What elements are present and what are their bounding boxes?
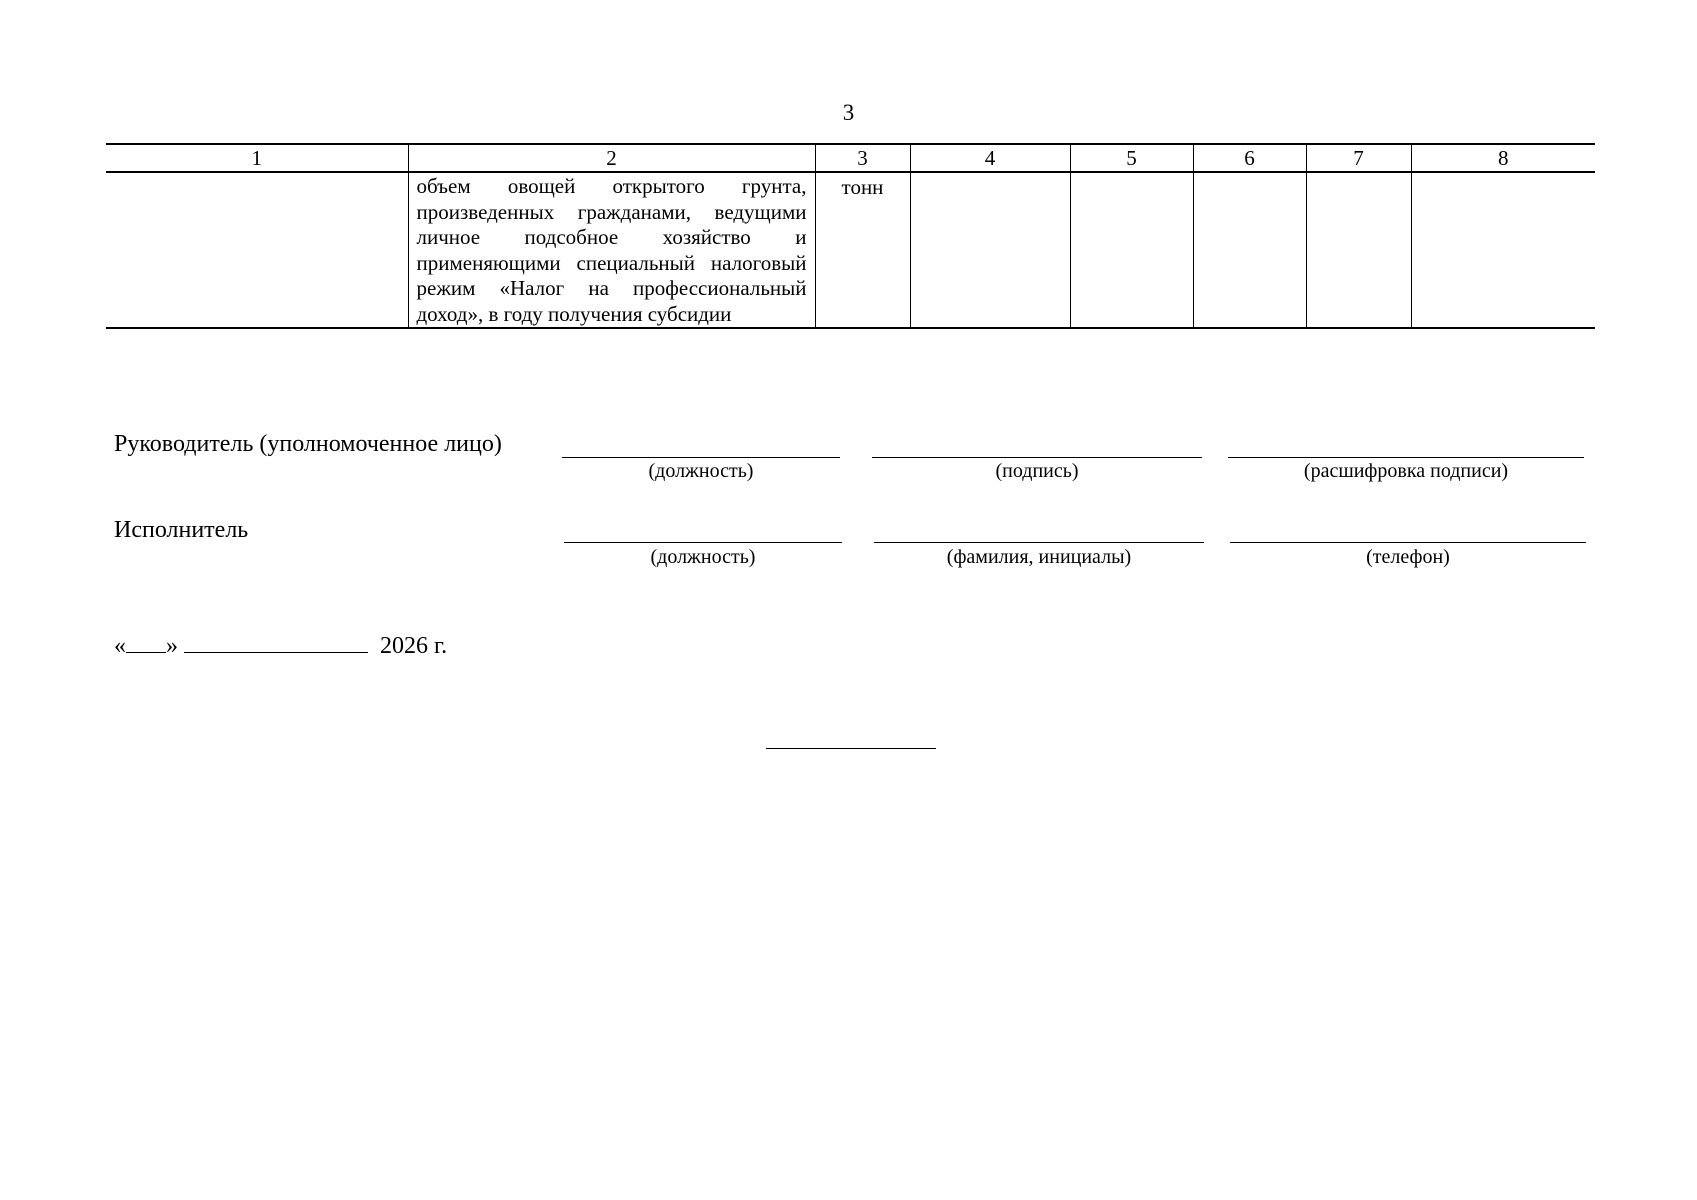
column-header-8: 8 <box>1411 144 1595 172</box>
head-signature-caption: (подпись) <box>995 460 1079 482</box>
column-header-5: 5 <box>1070 144 1193 172</box>
date-line <box>114 630 447 660</box>
cell-col7 <box>1306 172 1411 328</box>
executor-label: Исполнитель <box>114 517 249 543</box>
day-blank[interactable] <box>126 630 166 653</box>
month-blank[interactable] <box>184 630 368 653</box>
page-number: 3 <box>842 100 855 125</box>
table-row <box>106 172 1595 328</box>
head-signatory-label: Руководитель (уполномоченное лицо) <box>114 431 502 457</box>
cell-col1 <box>106 172 408 328</box>
cell-unit <box>815 172 910 328</box>
column-header-1: 1 <box>106 144 408 172</box>
cell-col4 <box>910 172 1070 328</box>
executor-name-line[interactable] <box>874 542 1204 543</box>
head-position-line[interactable] <box>562 457 840 458</box>
executor-position-caption: (должность) <box>650 546 756 568</box>
head-position-caption: (должность) <box>648 460 754 482</box>
column-header-2: 2 <box>408 144 815 172</box>
date-close-quote: » <box>166 633 178 659</box>
executor-phone-caption: (телефон) <box>1366 546 1450 568</box>
head-signature-decoding-caption: (расшифровка подписи) <box>1303 460 1509 482</box>
table-header-row <box>106 144 1595 172</box>
column-header-7: 7 <box>1306 144 1411 172</box>
date-open-quote: « <box>114 633 126 659</box>
executor-name-caption: (фамилия, инициалы) <box>946 546 1132 568</box>
cell-col5 <box>1070 172 1193 328</box>
unit-of-measure: тонн <box>841 175 884 199</box>
head-signature-decoding-line[interactable] <box>1228 457 1584 458</box>
executor-position-line[interactable] <box>564 542 842 543</box>
column-header-4: 4 <box>910 144 1070 172</box>
head-signature-line[interactable] <box>872 457 1202 458</box>
indicator-description: объем овощей открытого грунта, произведенных гражданами, ведущими личное подсобное хозяйство и применяющими специальный налоговый режим «Налог на профессиональный доход», в году получения субсидии <box>416 174 807 326</box>
date-year: 2026 г. <box>380 633 448 659</box>
end-of-document-rule <box>766 748 936 749</box>
cell-col8 <box>1411 172 1595 328</box>
cell-col6 <box>1193 172 1306 328</box>
report-table <box>106 143 1595 329</box>
executor-phone-line[interactable] <box>1230 542 1586 543</box>
column-header-6: 6 <box>1193 144 1306 172</box>
column-header-3: 3 <box>815 144 910 172</box>
cell-description <box>408 172 815 328</box>
